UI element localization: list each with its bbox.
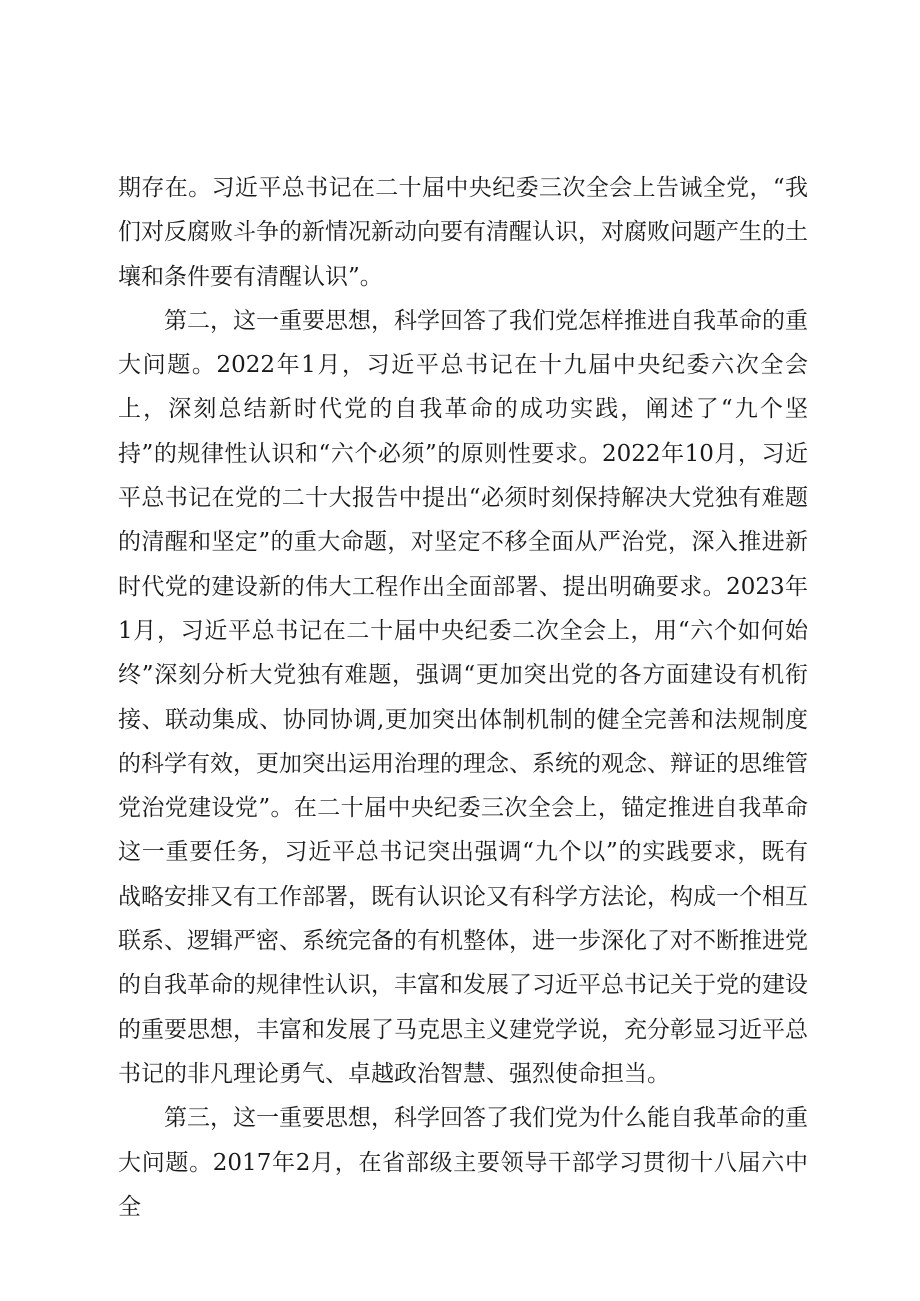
paragraph-1: 期存在。习近平总书记在二十届中央纪委三次全会上告诫全党，“我们对反腐败斗争的新情况新动向要有清醒认识，对腐败问题产生的土壤和条件要有清醒认识”。 — [118, 175, 808, 290]
paragraph-2: 第二，这一重要思想，科学回答了我们党怎样推进自我革命的重大问题。2022年1月，习近平总书记在十九届中央纪委六次全会上，深刻总结新时代党的自我革命的成功实践，阐述了“九个坚持”的规律性认识和“六个必须”的原则性要求。2022年10月，习近平总书记在党的二十大报告中提出“必须时刻保持解决大党独有难题的清醒和坚定”的重大命题，对坚定不移全面从严治党，深入推进新时代党的建设新的伟大工程作出全面部署、提出明确要求。2023年1月，习近平总书记在二十届中央纪委二次全会上，用“六个如何始终”深刻分析大党独有难题，强调“更加突出党的各方面建设有机衔接、联动集成、协同协调,更加突出体制机制的健全完善和法规制度的科学有效，更加突出运用治理的理念、系统的观念、辩证的思维管党治党建设党”。在二十届中央纪委三次全会上，锚定推进自我革命这一重要任务，习近平总书记突出强调“九个以”的实践要求，既有战略安排又有工作部署，既有认识论又有科学方法论，构成一个相互联系、逻辑严密、系统完备的有机整体，进一步深化了对不断推进党的自我革命的规律性认识，丰富和发展了习近平总书记关于党的建设的重要思想，丰富和发展了马克思主义建党学说，充分彰显习近平总书记的非凡理论勇气、卓越政治智慧、强烈使命担当。 — [118, 307, 808, 1087]
body-text — [118, 166, 808, 1229]
paragraph-3: 第三，这一重要思想，科学回答了我们党为什么能自我革命的重大问题。2017年2月，在省部级主要领导干部学习贯彻十八届六中全 — [118, 1105, 808, 1220]
